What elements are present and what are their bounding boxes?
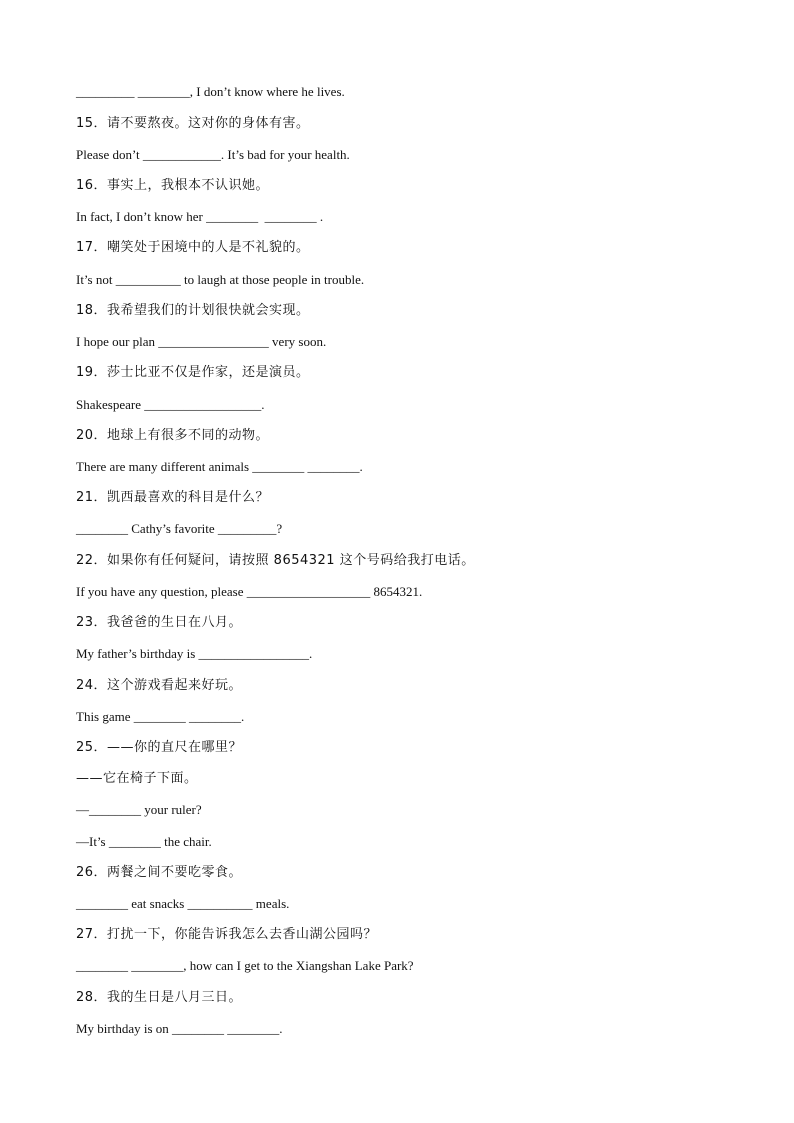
question-16: 16．事实上，我根本不认识她。 bbox=[76, 178, 270, 193]
answer-line-20: There are many different animals ________ ________. bbox=[76, 459, 363, 474]
question-21: 21．凯西最喜欢的科目是什么？ bbox=[76, 490, 270, 505]
question-17: 17．嘲笑处于困境中的人是不礼貌的。 bbox=[76, 240, 310, 255]
question-22: 22．如果你有任何疑问，请按照 8654321 这个号码给我打电话。 bbox=[76, 553, 475, 568]
question-24: 24．这个游戏看起来好玩。 bbox=[76, 678, 243, 693]
answer-line-25b: —It’s ________ the chair. bbox=[76, 834, 212, 849]
question-25: 25．——你的直尺在哪里？ bbox=[76, 740, 243, 755]
answer-line-21: ________ Cathy’s favorite _________? bbox=[76, 521, 283, 536]
answer-line-14: _________ ________, I don’t know where he lives. bbox=[76, 84, 345, 99]
question-27: 27．打扰一下，你能告诉我怎么去香山湖公园吗？ bbox=[76, 927, 378, 942]
question-20: 20．地球上有很多不同的动物。 bbox=[76, 428, 270, 443]
answer-line-18: I hope our plan _________________ very soon. bbox=[76, 334, 327, 349]
answer-line-22: If you have any question, please ___________________ 8654321. bbox=[76, 584, 423, 599]
question-18: 18．我希望我们的计划很快就会实现。 bbox=[76, 303, 310, 318]
answer-line-26: ________ eat snacks __________ meals. bbox=[76, 896, 290, 911]
answer-line-15: Please don’t ____________. It’s bad for your health. bbox=[76, 147, 350, 162]
question-26: 26．两餐之间不要吃零食。 bbox=[76, 865, 243, 880]
question-19: 19．莎士比亚不仅是作家，还是演员。 bbox=[76, 365, 310, 380]
answer-line-24: This game ________ ________. bbox=[76, 709, 245, 724]
answer-line-23: My father’s birthday is _________________. bbox=[76, 646, 313, 661]
question-25-reply: ——它在椅子下面。 bbox=[76, 771, 198, 786]
answer-line-17: It’s not __________ to laugh at those people in trouble. bbox=[76, 272, 365, 287]
answer-line-28: My birthday is on ________ ________. bbox=[76, 1021, 283, 1036]
answer-line-25a: —________ your ruler? bbox=[76, 802, 202, 817]
answer-line-19: Shakespeare __________________. bbox=[76, 397, 265, 412]
answer-line-27: ________ ________, how can I get to the Xiangshan Lake Park? bbox=[76, 958, 414, 973]
question-15: 15．请不要熬夜。这对你的身体有害。 bbox=[76, 116, 310, 131]
answer-line-16: In fact, I don’t know her ________ ________ . bbox=[76, 209, 324, 224]
question-23: 23．我爸爸的生日在八月。 bbox=[76, 615, 243, 630]
question-28: 28．我的生日是八月三日。 bbox=[76, 990, 243, 1005]
